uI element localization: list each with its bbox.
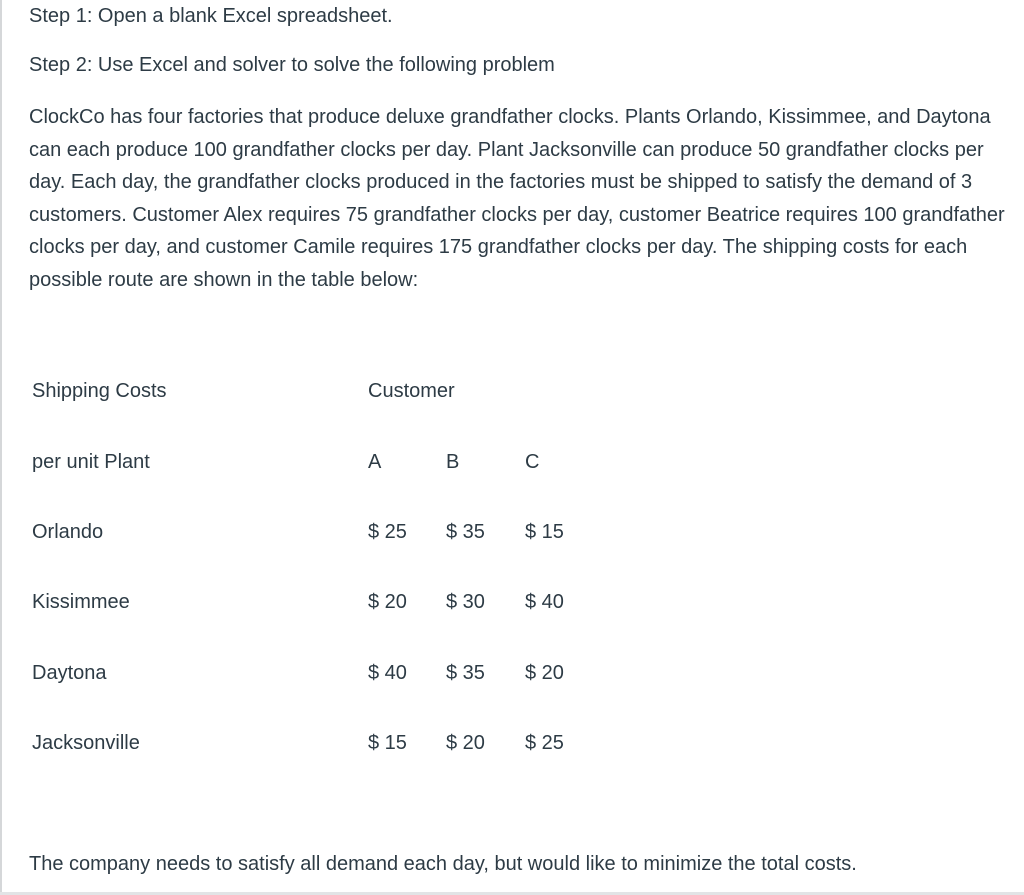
plant-label-kissimmee: Kissimmee [32,591,130,613]
conclusion-text: The company needs to satisfy all demand each day, but would like to minimize the total costs. [29,853,857,875]
cost-cell: $ 15 [525,521,564,543]
cost-cell: $ 40 [525,591,564,613]
column-header-c: C [525,451,540,473]
left-border [0,0,2,895]
cost-cell: $ 40 [368,662,407,684]
plant-label-orlando: Orlando [32,521,104,543]
cost-cell: $ 35 [446,521,485,543]
plant-label-jacksonville: Jacksonville [32,732,140,754]
step-2-text: Step 2: Use Excel and solver to solve the following problem [29,54,555,76]
column-header-a: A [368,451,382,473]
problem-paragraph: ClockCo has four factories that produce deluxe grandfather clocks. Plants Orlando, Kissimmee, and Daytona can each produce 100 grandfather clocks per day. Plant Jacksonville can produce 50 grandfather clocks per day. Each day, the grandfather clocks produced in the factories must be shipped to satisfy the demand of 3 customers. Customer Alex requires 75 grandfather clocks per day, customer Beatrice requires 100 grandfather clocks per day, and customer Camile requires 175 grandfather clocks per day. The shipping costs for each possible route are shown in the table below: [29,106,1005,291]
cost-cell: $ 20 [446,732,485,754]
cost-cell: $ 35 [446,662,485,684]
cost-cell: $ 25 [525,732,564,754]
cost-cell: $ 20 [368,591,407,613]
row-header: per unit Plant [32,451,150,473]
cost-cell: $ 20 [525,662,564,684]
column-header-b: B [446,451,460,473]
cost-cell: $ 15 [368,732,407,754]
table-title: Shipping Costs [32,380,167,402]
customer-header: Customer [368,380,455,402]
cost-cell: $ 30 [446,591,485,613]
step-1-text: Step 1: Open a blank Excel spreadsheet. [29,5,393,27]
plant-label-daytona: Daytona [32,662,107,684]
cost-cell: $ 25 [368,521,407,543]
